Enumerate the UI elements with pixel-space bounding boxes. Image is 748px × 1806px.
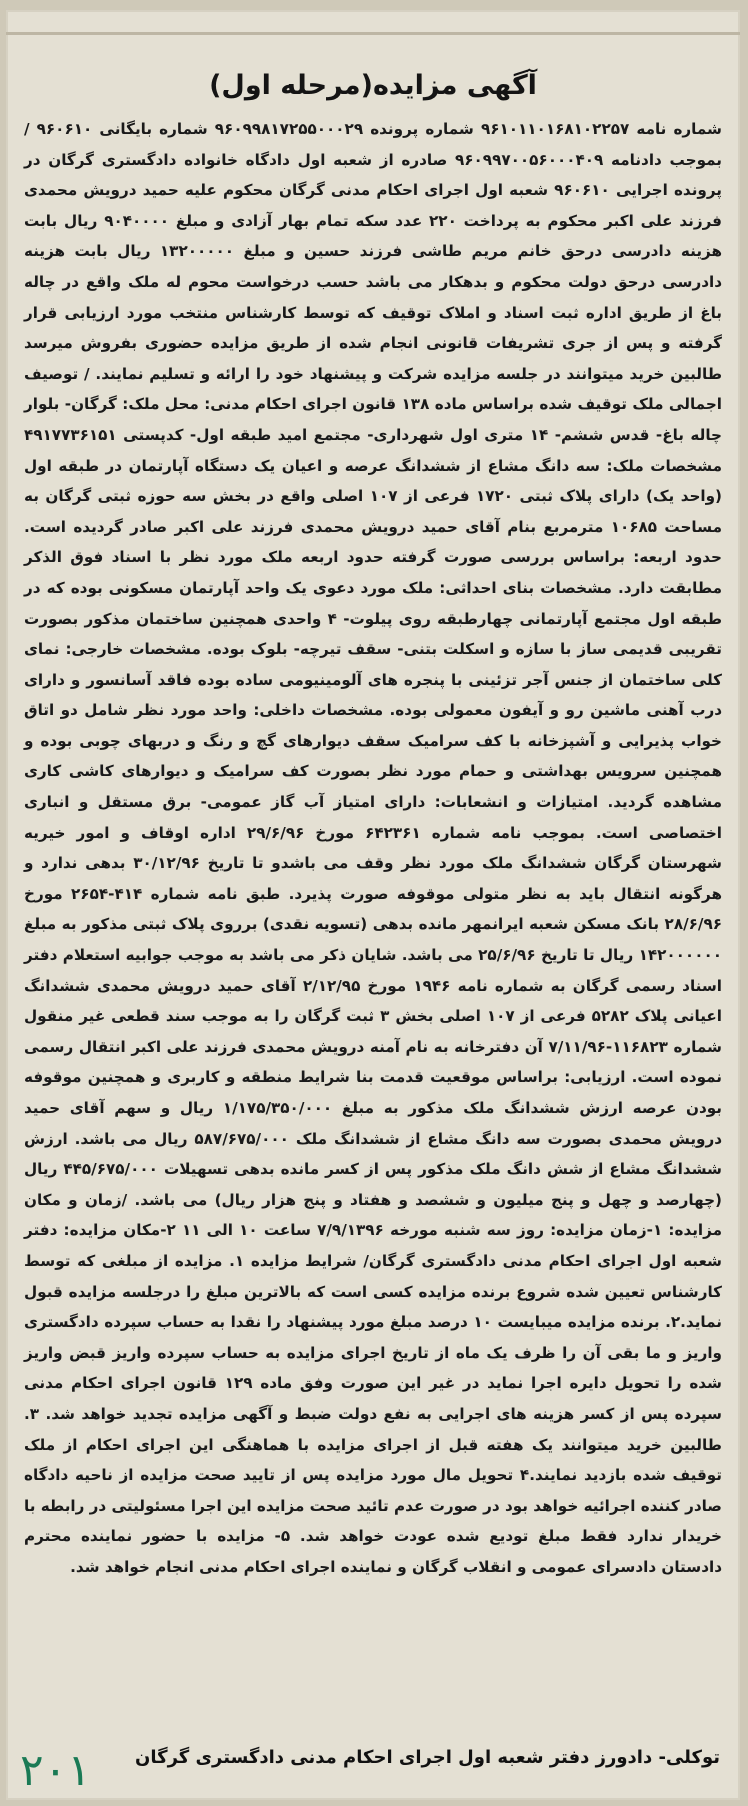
notice-signature: توکلی- دادورز دفتر شعبه اول اجرای احکام مدنی دادگستری گرگان [135, 1747, 720, 1768]
notice-text: شماره نامه ۹۶۱۰۱۱۰۱۶۸۱۰۲۲۵۷ شماره پرونده ۹۶۰۹۹۸۱۷۲۵۵۰۰۰۲۹ شماره بایگانی ۹۶۰۶۱۰ /بموجب دادنامه ۹۶۰۹۹۷۰۰۵۶۰۰۰۴۰۹ صادره از شعبه اول دادگاه خانواده دادگستری گرگان در پرونده اجرایی ۹۶۰۶۱۰ شعبه اول اجرای احکام مدنی گرگان محکوم علیه حمید درویش محمدی فرزند علی اکبر محکوم به پرداخت ۲۲۰ عدد سکه تمام بهار آزادی و مبلغ ۹۰۴۰۰۰۰ ریال بابت هزینه دادرسی درحق خانم مریم طاشی فرزند حسین و مبلغ ۱۳۲۰۰۰۰۰ ریال بابت هزینه دادرسی درحق دولت محکوم و بدهکار می باشد حسب درخواست محوم له ملک واقع در چاله باغ از طریق اداره ثبت اسناد و املاک توقیف که توسط کارشناس منتخب مورد ارزیابی قرار گرفته و پس از جری تشریفات قانونی انجام شده از طریق مزایده حضوری بفروش میرسد طالبین خرید میتوانند در جلسه مزایده شرکت و پیشنهاد خود را ارائه و تسلیم نمایند. / توصیف اجمالی ملک توقیف شده براساس ماده ۱۳۸ قانون اجرای احکام مدنی: محل ملک: گرگان- بلوار چاله باغ- قدس ششم- ۱۴ متری اول شهرداری- مجتمع امید طبقه اول- کدپستی ۴۹۱۷۷۳۶۱۵۱ مشخصات ملک: سه دانگ مشاع از ششدانگ عرصه و اعیان یک دستگاه آپارتمان در طبقه اول (واحد یک) دارای پلاک ثبتی ۱۷۲۰ فرعی از ۱۰۷ اصلی واقع در بخش سه حوزه ثبتی گرگان به مساحت ۱۰۶۸۵ مترمربع بنام آقای حمید درویش محمدی فرزند علی اکبر صادر گردیده است. حدود اربعه: براساس بررسی صورت گرفته حدود اربعه ملک مورد نظر با اسناد فوق الذکر مطابقت دارد. مشخصات بنای احداثی: ملک مورد دعوی یک واحد آپارتمان مسکونی بوده که در طبقه اول مجتمع آپارتمانی چهارطبقه روی پیلوت- ۴ واحدی همچنین ساختمان مذکور بصورت تقریبی قدیمی ساز با سازه و اسکلت بتنی- سقف تیرچه- بلوک بوده. مشخصات خارجی: نمای کلی ساختمان از جنس آجر تزئینی با پنجره های آلومینیومی ساده بوده فاقد آسانسور و دارای درب آهنی ماشین رو و آیفون معمولی بوده. مشخصات داخلی: واحد مورد نظر شامل دو اتاق خواب پذیرایی و آشپزخانه با کف سرامیک سقف دیوارهای گچ و رنگ و دربهای چوبی بوده و همچنین سرویس بهداشتی و حمام مورد نظر بصورت کف سرامیک و دیوارهای کاشی کاری مشاهده گردید. امتیازات و انشعابات: دارای امتیاز آب گاز عمومی- برق مستقل و انباری اختصاصی است. بموجب نامه شماره ۶۴۲۳۶۱ مورخ ۲۹/۶/۹۶ اداره اوقاف و امور خیریه شهرستان گرگان ششدانگ ملک مورد نظر وقف می باشدو تا تاریخ ۳۰/۱۲/۹۶ بدهی ندارد و هرگونه انتقال باید به نظر متولی موقوفه صورت پذیرد. طبق نامه شماره ۴۱۴-۲۶۵۴ مورخ ۲۸/۶/۹۶ بانک مسکن شعبه ایرانمهر مانده بدهی (تسویه نقدی) برروی پلاک ثبتی مذکور به مبلغ ۱۴۲۰۰۰۰۰۰ ریال تا تاریخ ۲۵/۶/۹۶ می باشد. شایان ذکر می باشد به موجب جوابیه استعلام دفتر اسناد رسمی گرگان به شماره نامه ۱۹۴۶ مورخ ۲/۱۲/۹۵ آقای حمید درویش محمدی ششدانگ اعیانی پلاک ۵۲۸۲ فرعی از ۱۰۷ اصلی بخش ۳ ثبت گرگان را به موجب سند قطعی غیر منقول شماره ۱۱۶۸۲۳-۷/۱۱/۹۶ آن دفترخانه به نام آمنه درویش محمدی فرزند علی اکبر انتقال رسمی نموده است. ارزیابی: براساس موقعیت قدمت بنا شرایط منطقه و کاربری و همچنین موقوفه بودن عرصه ارزش ششدانگ ملک مذکور به مبلغ ۱/۱۷۵/۳۵۰/۰۰۰ ریال و سهم آقای حمید درویش محمدی بصورت سه دانگ مشاع از ششدانگ ملک ۵۸۷/۶۷۵/۰۰۰ ریال می باشد. ارزش ششدانگ مشاع از شش دانگ ملک مذکور پس از کسر مانده بدهی تسهیلات ۴۴۵/۶۷۵/۰۰۰ ریال (چهارصد و چهل و پنج میلیون و ششصد و هفتاد و پنج هزار ریال) می باشد. /زمان و مکان مزایده: ۱-زمان مزایده: روز سه شنبه مورخه ۷/۹/۱۳۹۶ ساعت ۱۰ الی ۱۱ ۲-مکان مزایده: دفتر شعبه اول اجرای احکام مدنی دادگستری گرگان/ شرایط مزایده ۱. مزایده از مبلغی که توسط کارشناس تعیین شده شروع برنده مزایده کسی است که بالاترین مبلغ را درجلسه مزایده قبول نماید.۲. برنده مزایده میبایست ۱۰ درصد مبلغ مورد پیشنهاد را نقدا به حساب سپرده دادگستری واریز و ما بقی آن را ظرف یک ماه از تاریخ اجرای مزایده به حساب سپرده واریز قبض واریز شده را تحویل دایره اجرا نماید در غیر این صورت وفق ماده ۱۲۹ قانون اجرای احکام مدنی سپرده پس از کسر هزینه های اجرایی به نفع دولت ضبط و آگهی مزایده تجدید خواهد شد. ۳. طالبین خرید میتوانند یک هفته قبل از اجرای مزایده با هماهنگی این اجرای احکام از ملک توقیف شده بازدید نمایند.۴ تحویل مال مورد مزایده پس از تایید صحت مزایده از ناحیه دادگاه صادر کننده اجرائیه خواهد بود در صورت عدم تائید صحت مزایده این اجرا مسئولیتی در رابطه با خریدار ندارد فقط مبلغ تودیع شده عودت خواهد شد. ۵- مزایده با حضور نماینده محترم دادستان دادسرای عمومی و انقلاب گرگان و نماینده اجرای احکام مدنی انجام خواهد شد. [24, 120, 723, 1576]
top-rule [6, 32, 740, 35]
newspaper-clipping [6, 10, 740, 1800]
page-number: ۲۰۱ [20, 1745, 91, 1796]
notice-title: آگهی مزایده(مرحله اول) [209, 70, 537, 101]
notice-body [24, 114, 722, 1583]
